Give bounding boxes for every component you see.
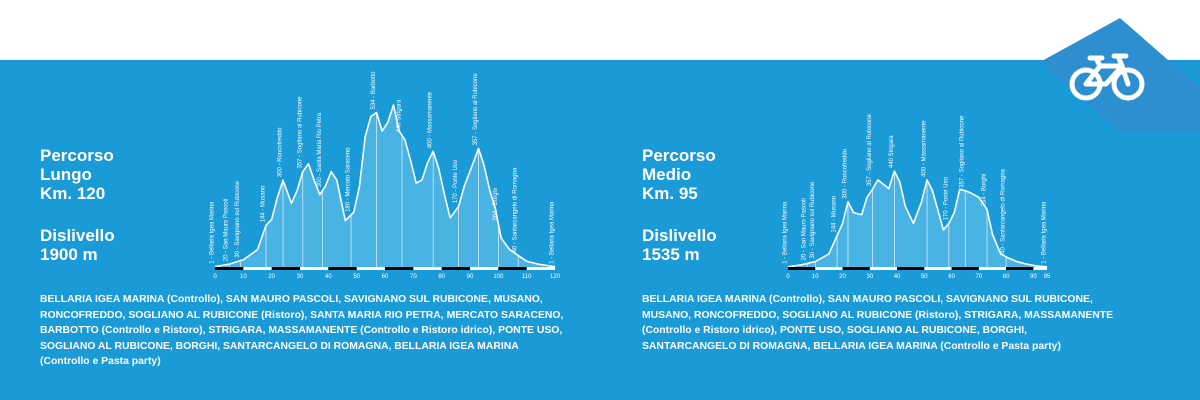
- x-tick-label: 30: [866, 274, 874, 280]
- waypoint-label: 264 - Borghi: [492, 187, 499, 221]
- long-route-elevation: Dislivello 1900 m: [40, 226, 115, 264]
- x-tick-label: 80: [1002, 274, 1010, 280]
- waypoint-label: 20 - San Mauro Pascoli: [223, 198, 230, 262]
- waypoint-label: 40 - Santarcangelo di Romagna: [512, 167, 519, 253]
- x-tick-label: 70: [975, 274, 983, 280]
- x-tick-label: 30: [296, 274, 304, 280]
- waypoint-label: 1 - Bellaria Igea Marina: [782, 201, 789, 264]
- waypoint-label: 534 - Barbotto: [371, 71, 377, 110]
- waypoint-label: 170 - Ponte Uso: [943, 177, 950, 221]
- profile-area: [788, 171, 1047, 267]
- axis-segment: [952, 267, 979, 270]
- medium-route-title: Percorso Medio Km. 95: [642, 146, 716, 203]
- waypoint-label: 400 - Massamanente: [427, 91, 434, 149]
- x-tick-label: 60: [948, 274, 955, 280]
- waypoint-label: 180 - Mercato Saraceno: [345, 147, 352, 212]
- axis-segment: [897, 267, 924, 270]
- waypoint-label: 144 - Musano: [831, 195, 838, 233]
- waypoint-label: 30 - Savignano sul Rubicone: [809, 181, 816, 259]
- waypoint-label: 400 - Massamanente: [921, 120, 928, 177]
- axis-segment: [843, 267, 870, 270]
- waypoint-label: 30 - Savignano sul Rubicone: [235, 180, 241, 258]
- waypoint-label: 357 - Sogliano al Rubicone: [473, 73, 479, 146]
- x-tick-label: 20: [839, 274, 846, 280]
- long-route-stops: BELLARIA IGEA MARINA (Controllo), SAN MAURO PASCOLI, SAVIGNANO SUL RUBICONE, MUSANO, RONCOFREDDO, SOGLIANO AL RUBICONE (Ristoro), SANTA MARIA RIO PETRA, MERCATO SARACENO, BARBOTTO (Controllo e Ristoro), STRIGARA, MASSAMANENTE (Controllo e Ristoro idrico), PONTE USO, SOGLIANO AL RUBICONE, BORGHI, SANTARCANGELO DI ROMAGNA, BELLARIA IGEA MARINA (Controllo e Pasta party): [40, 294, 564, 367]
- medium-route-elevation: Dislivello 1535 m: [642, 226, 717, 264]
- x-tick-label: 95: [1043, 274, 1051, 280]
- x-tick-label: 60: [381, 274, 389, 280]
- axis-segment: [272, 267, 300, 270]
- axis-segment: [788, 267, 815, 270]
- waypoint-label: 1 - Bellaria Igea Marina: [1041, 201, 1048, 264]
- waypoint-label: 1 - Bellaria Igea Marina: [209, 201, 216, 264]
- waypoint-label: 300 - Roncofreddo: [277, 127, 284, 178]
- x-tick-label: 10: [811, 274, 819, 280]
- waypoint-label: 1 - Bellaria Igea Marina: [549, 201, 556, 264]
- waypoint-label: 300 - Santa Maria Rio Petra: [317, 112, 324, 188]
- x-tick-label: 0: [213, 274, 217, 280]
- waypoint-label: 144 - Musano: [260, 185, 267, 223]
- x-tick-label: 90: [466, 274, 474, 280]
- axis-segment: [328, 267, 356, 270]
- waypoint-label: 20 - San Mauro Pascoli: [801, 198, 808, 261]
- x-tick-label: 50: [353, 274, 361, 280]
- x-tick-label: 0: [786, 274, 790, 280]
- x-tick-label: 110: [521, 274, 532, 280]
- x-tick-label: 10: [239, 274, 247, 280]
- axis-segment: [498, 267, 526, 270]
- x-tick-label: 100: [493, 274, 504, 280]
- axis-segment: [215, 267, 243, 270]
- long-route-title: Percorso Lungo Km. 120: [40, 146, 114, 203]
- waypoint-label: 440 Strigara: [396, 99, 403, 133]
- x-tick-label: 90: [1030, 274, 1037, 280]
- waypoint-label: 357 - Sogliano al Rubicone: [959, 115, 966, 188]
- x-tick-label: 80: [438, 274, 446, 280]
- waypoint-label: 264 - Borghi: [981, 173, 988, 207]
- x-tick-label: 20: [268, 274, 276, 280]
- long-route-elevation-profile: [210, 60, 560, 280]
- axis-segment: [442, 267, 470, 270]
- axis-segment: [385, 267, 413, 270]
- x-tick-label: 50: [920, 274, 928, 280]
- waypoint-label: 357 - Sogliano al Rubicone: [867, 114, 874, 187]
- x-tick-label: 40: [324, 274, 332, 280]
- x-tick-label: 70: [409, 274, 417, 280]
- waypoint-label: 300 - Roncofreddo: [842, 148, 849, 199]
- waypoint-label: 40 - Santarcangelo di Romagna: [1000, 169, 1007, 254]
- waypoint-label: 357 - Sogliano al Rubicone: [297, 96, 304, 169]
- medium-route-stops: BELLARIA IGEA MARINA (Controllo), SAN MAURO PASCOLI, SAVIGNANO SUL RUBICONE, MUSANO, RONCOFREDDO, SOGLIANO AL RUBICONE (Ristoro), STRIGARA, MASSAMANENTE (Controllo e Ristoro idrico), PONTE USO, SOGLIANO AL RUBICONE, BORGHI, SANTARCANGELO DI ROMAGNA, BELLARIA IGEA MARINA (Controllo e Pasta party): [642, 294, 1114, 352]
- x-tick-label: 120: [549, 274, 561, 280]
- medium-route-elevation-profile: [782, 60, 1065, 280]
- waypoint-label: 440 Strigara: [888, 135, 895, 169]
- x-tick-label: 40: [893, 274, 901, 280]
- axis-segment: [1006, 267, 1033, 270]
- waypoint-label: 170 - Ponte Uso: [453, 159, 460, 204]
